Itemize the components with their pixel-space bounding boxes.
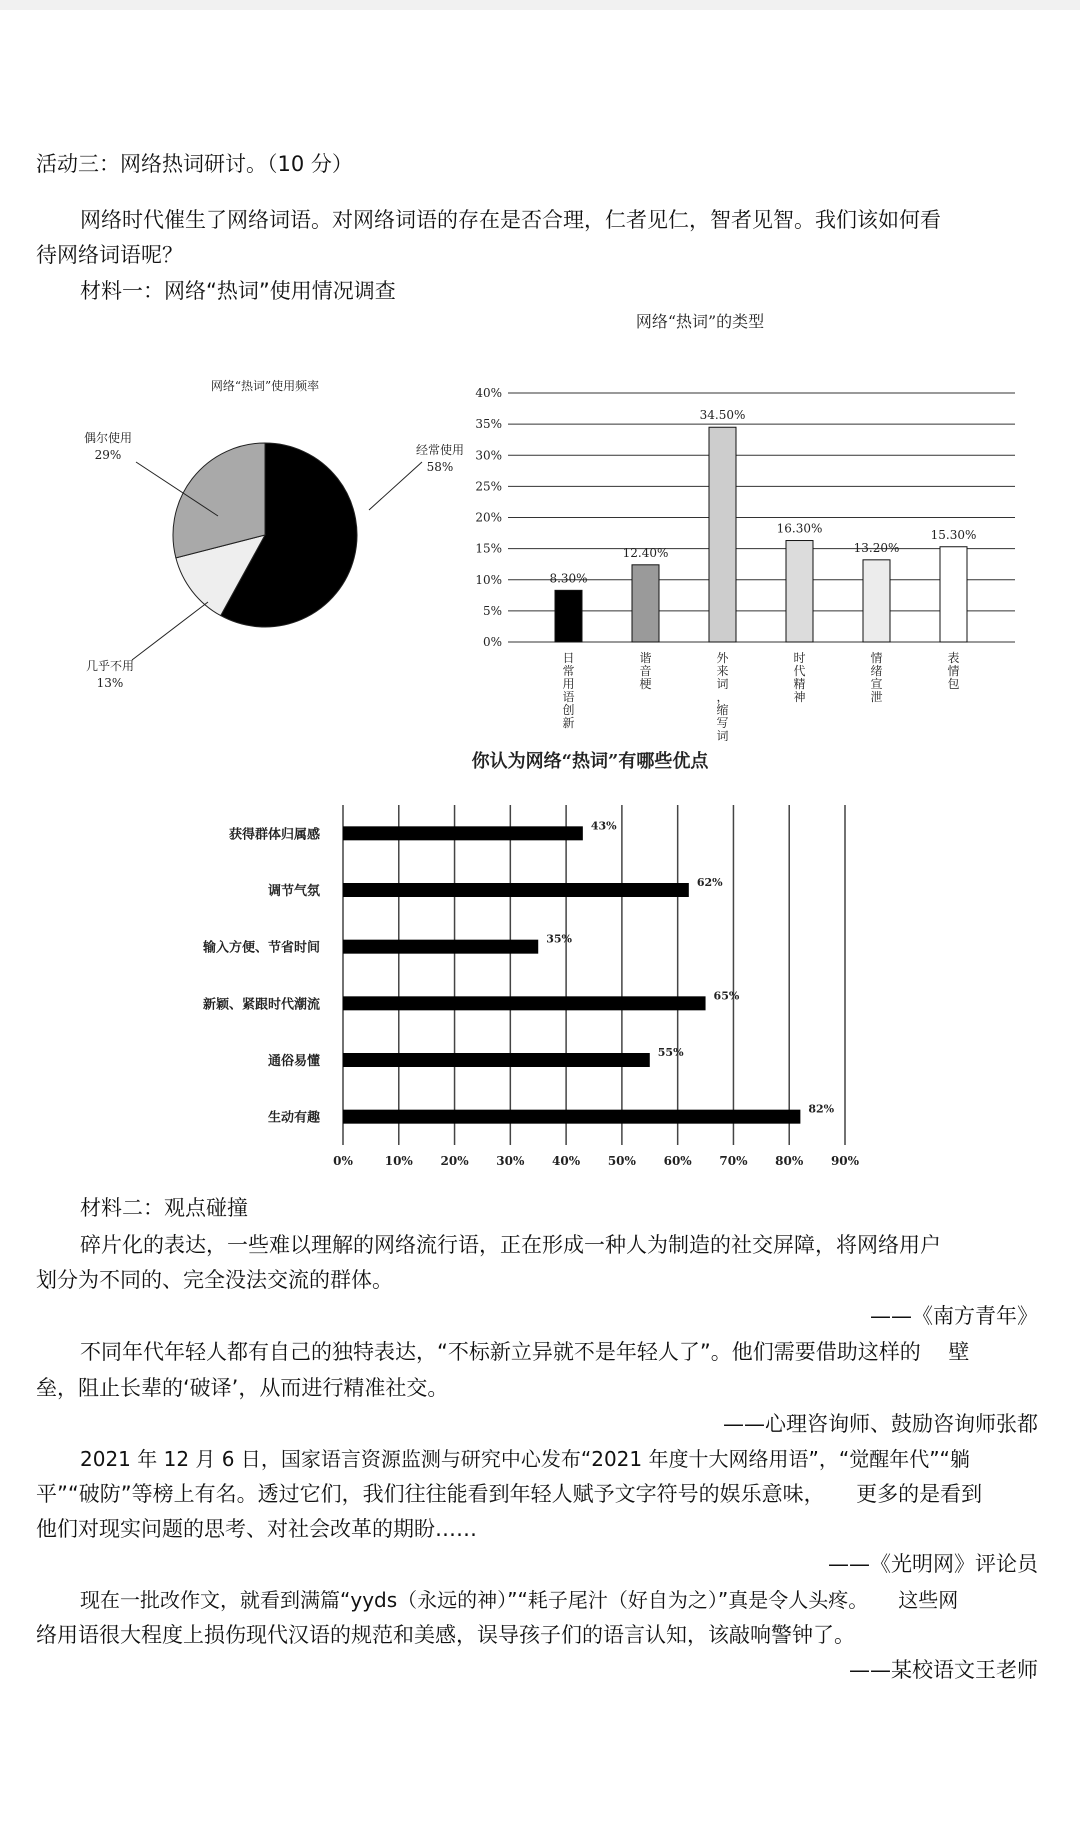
advantages-chart-value-label: 65%	[713, 989, 740, 1003]
advantages-chart-x-tick: 0%	[333, 1154, 353, 1165]
intro-line-2: 待网络词语呢？	[36, 243, 183, 267]
pie-chart-title: 网络“热词”使用频率	[210, 379, 320, 393]
type-chart-value-label: 34.50%	[699, 408, 746, 423]
type-chart-bar	[632, 565, 659, 642]
advantages-chart-x-tick: 90%	[830, 1154, 860, 1165]
advantages-chart-category-label: 新颖、紧跟时代潮流	[202, 997, 320, 1013]
type-chart-y-tick: 5%	[482, 603, 502, 618]
type-chart-category-label: 时代精神	[793, 651, 806, 704]
type-chart-y-tick: 20%	[475, 510, 502, 525]
advantages-bar-chart	[140, 745, 900, 1165]
intro-line-1: 网络时代催生了网络词语。对网络词语的存在是否合理，仁者见仁，智者见智。我们该如何看	[80, 208, 941, 232]
type-chart-y-tick: 30%	[475, 448, 502, 463]
type-chart-bar	[940, 547, 967, 642]
type-chart-category-label: 日常用语创新	[562, 651, 575, 730]
activity-title: 活动三：网络热词研讨。（10 分）	[36, 152, 353, 176]
advantages-chart-x-tick: 20%	[440, 1154, 469, 1165]
pie-label-rarely: 几乎不用	[85, 659, 135, 673]
type-chart-y-tick: 40%	[475, 386, 502, 400]
opinion-2-source: ——心理咨询师、鼓励咨询师张都	[723, 1412, 1038, 1436]
opinion-1-line-2: 划分为不同的、完全没法交流的群体。	[36, 1268, 393, 1292]
advantages-chart-x-tick: 50%	[607, 1154, 636, 1165]
pie-value-occasional: 29%	[94, 448, 122, 462]
opinion-3-line-3: 他们对现实问题的思考、对社会改革的期盼……	[36, 1517, 477, 1541]
opinion-2-line-2: 垒，阻止长辈的‘破译’，从而进行精准社交。	[36, 1376, 449, 1400]
type-chart-bar	[786, 541, 813, 642]
advantages-chart-value-label: 55%	[657, 1046, 684, 1059]
material-1-title: 材料一：网络“热词”使用情况调查	[80, 279, 396, 303]
type-chart-y-tick: 0%	[482, 635, 502, 649]
opinion-3-source: ——《光明网》评论员	[828, 1552, 1038, 1576]
type-chart-y-tick: 35%	[475, 417, 502, 432]
advantages-chart-x-tick: 60%	[663, 1154, 692, 1165]
top-bar	[0, 0, 1080, 10]
type-chart-bar	[863, 560, 890, 642]
type-chart-value-label: 12.40%	[622, 545, 669, 560]
type-chart-value-label: 8.30%	[549, 571, 588, 586]
advantages-chart-x-tick: 80%	[775, 1154, 804, 1165]
advantages-chart-category-label: 通俗易懂	[267, 1054, 320, 1069]
type-chart-bar	[555, 590, 582, 642]
type-chart-y-tick: 15%	[475, 541, 502, 556]
advantages-chart-bar	[343, 1053, 650, 1067]
pie-label-occasional: 偶尔使用	[83, 431, 133, 445]
type-chart-category-label: 谐音梗	[639, 651, 652, 691]
advantages-chart-x-tick: 70%	[719, 1154, 748, 1165]
material-2-title: 材料二：观点碰撞	[80, 1196, 248, 1220]
pie-chart	[60, 370, 470, 700]
advantages-chart-title: 你认为网络“热词”有哪些优点	[471, 751, 709, 772]
opinion-4-line-1: 现在一批改作文，就看到满篇“yyds（永远的神）”“耗子尾汁（好自为之）”真是令人头疼。 这些网	[80, 1588, 959, 1612]
advantages-chart-x-tick: 40%	[552, 1154, 581, 1165]
opinion-1-source: ——《南方青年》	[870, 1304, 1038, 1328]
type-chart-category-label: 表情包	[947, 651, 960, 691]
opinion-2-line-1: 不同年代年轻人都有自己的独特表达，“不标新立异就不是年轻人了”。他们需要借助这样的 壁	[80, 1340, 970, 1364]
type-chart-value-label: 13.20%	[853, 540, 900, 555]
opinion-3-line-1: 2021 年 12 月 6 日，国家语言资源监测与研究中心发布“2021 年度十大网络用语”，“觉醒年代”“躺	[80, 1447, 970, 1471]
type-chart-value-label: 16.30%	[776, 521, 823, 536]
type-bar-chart	[470, 305, 1030, 745]
opinion-4-source: ——某校语文王老师	[849, 1658, 1038, 1682]
advantages-chart-value-label: 62%	[696, 876, 723, 889]
advantages-chart-x-tick: 30%	[496, 1154, 525, 1165]
advantages-chart-category-label: 生动有趣	[267, 1110, 320, 1126]
type-chart-value-label: 15.30%	[930, 527, 977, 542]
advantages-chart-value-label: 82%	[808, 1102, 835, 1116]
advantages-chart-bar	[343, 1110, 800, 1124]
type-chart-category-label: 情绪宣泄	[870, 651, 883, 704]
type-chart-category-label: 外来词，缩写词	[716, 651, 729, 743]
advantages-chart-bar	[343, 996, 706, 1010]
opinion-4-line-2: 络用语很大程度上损伤现代汉语的规范和美感，误导孩子们的语言认知，该敲响警钟了。	[36, 1623, 855, 1647]
advantages-chart-x-tick: 10%	[384, 1154, 413, 1165]
advantages-chart-category-label: 获得群体归属感	[228, 827, 320, 843]
pie-value-regular: 58%	[426, 460, 454, 474]
advantages-chart-value-label: 43%	[590, 819, 617, 833]
type-chart-y-tick: 10%	[475, 572, 502, 587]
advantages-chart-category-label: 调节气氛	[267, 884, 320, 899]
type-chart-y-tick: 25%	[475, 479, 502, 494]
type-chart-bar	[709, 427, 736, 642]
pie-label-regular: 经常使用	[415, 443, 465, 457]
advantages-chart-bar	[343, 826, 583, 840]
advantages-chart-bar	[343, 940, 538, 954]
advantages-chart-value-label: 35%	[546, 932, 572, 946]
type-chart-title: 网络“热词”的类型	[635, 312, 765, 331]
pie-value-rarely: 13%	[96, 676, 124, 690]
opinion-3-line-2: 平”“破防”等榜上有名。透过它们，我们往往能看到年轻人赋予文字符号的娱乐意味， 更多的是看到	[36, 1482, 983, 1506]
opinion-1-line-1: 碎片化的表达，一些难以理解的网络流行语，正在形成一种人为制造的社交屏障，将网络用户	[80, 1233, 941, 1257]
advantages-chart-bar	[343, 883, 689, 897]
advantages-chart-category-label: 输入方便、节省时间	[202, 940, 320, 956]
